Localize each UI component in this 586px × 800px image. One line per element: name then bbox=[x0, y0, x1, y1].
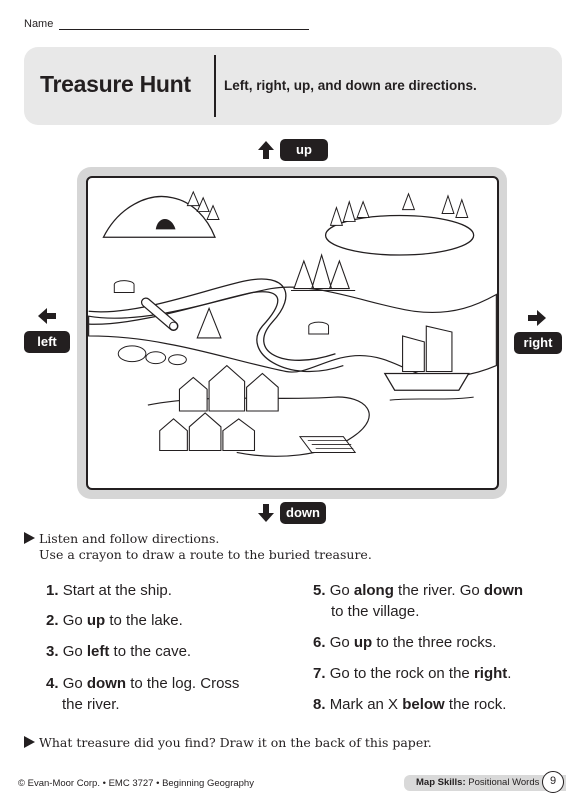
name-field-line[interactable] bbox=[59, 20, 309, 30]
tree-stump-left-icon bbox=[114, 281, 134, 293]
instruction-text-1: Listen and follow directions. bbox=[39, 531, 220, 546]
title-banner bbox=[24, 47, 562, 125]
step-4: 4. Go down to the log. Cross the river. bbox=[46, 675, 240, 713]
closing-instruction-text: What treasure did you find? Draw it on the back of this paper. bbox=[39, 735, 432, 750]
footer-section: Map Skills: Positional Words bbox=[404, 775, 566, 791]
up-arrow-icon bbox=[258, 141, 274, 159]
treasure-map[interactable] bbox=[86, 176, 499, 490]
step-5: 5. Go along the river. Go down to the village. bbox=[313, 582, 524, 620]
closing-instruction bbox=[24, 735, 432, 750]
triangle-bullet-icon bbox=[24, 736, 35, 748]
map-illustration bbox=[88, 178, 497, 488]
page-number: 9 bbox=[542, 771, 564, 793]
instruction-text-2: Use a crayon to draw a route to the buried treasure. bbox=[39, 547, 372, 562]
triangle-bullet-icon bbox=[24, 532, 35, 544]
page-title: Treasure Hunt bbox=[40, 71, 191, 97]
left-arrow-icon bbox=[38, 308, 56, 324]
banner-divider bbox=[214, 55, 216, 117]
down-arrow-icon bbox=[258, 504, 274, 522]
village-icon bbox=[160, 366, 278, 451]
step-2: 2. Go up to the lake. bbox=[46, 612, 183, 629]
footer-credit: © Evan-Moor Corp. • EMC 3727 • Beginning Geography bbox=[18, 778, 254, 789]
name-label: Name bbox=[24, 18, 54, 30]
left-label: left bbox=[24, 331, 70, 353]
three-rocks-icon bbox=[118, 346, 186, 365]
right-label: right bbox=[514, 332, 562, 354]
page-subtitle: Left, right, up, and down are directions. bbox=[224, 78, 477, 93]
right-arrow-icon bbox=[528, 310, 546, 326]
dock-icon bbox=[300, 437, 355, 453]
step-1: 1. Start at the ship. bbox=[46, 582, 172, 599]
step-8: 8. Mark an X below the rock. bbox=[313, 696, 507, 713]
up-label: up bbox=[280, 139, 328, 161]
down-label: down bbox=[280, 502, 326, 524]
cave-icon bbox=[103, 192, 219, 237]
step-3: 3. Go left to the cave. bbox=[46, 643, 192, 660]
pine-trees-icon bbox=[291, 255, 355, 291]
step-6: 6. Go up to the three rocks. bbox=[313, 634, 497, 651]
name-row bbox=[24, 18, 309, 30]
lake-icon bbox=[326, 194, 474, 255]
instruction-line-1 bbox=[24, 531, 219, 546]
tree-stump-right-icon bbox=[309, 322, 329, 334]
step-7: 7. Go to the rock on the right. bbox=[313, 665, 512, 682]
